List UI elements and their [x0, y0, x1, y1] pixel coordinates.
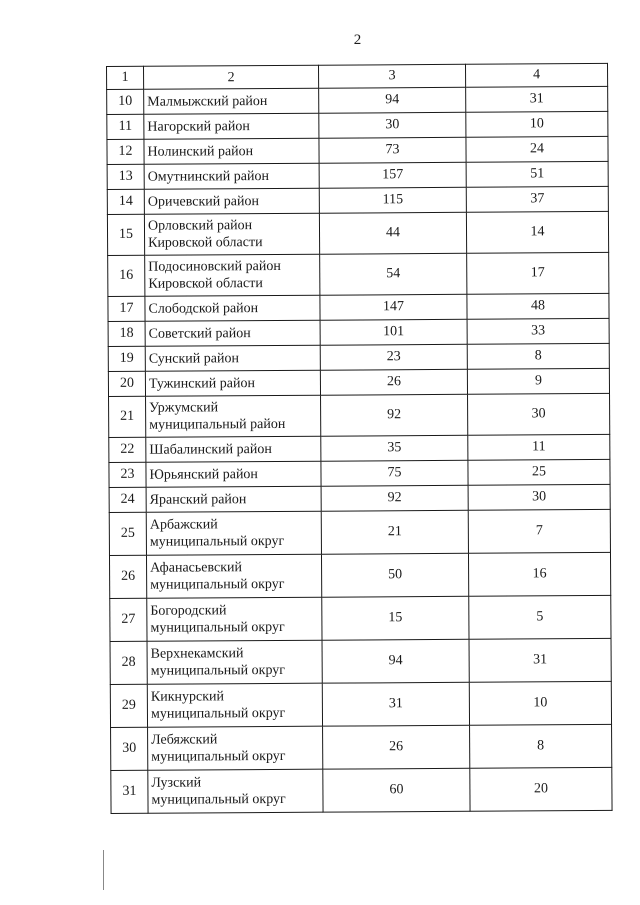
district-name: Арбажский муниципальный округ: [146, 511, 321, 555]
table-row: [109, 393, 610, 437]
table-row: [107, 211, 608, 255]
value-col-3: 26: [323, 725, 470, 769]
table-row: [109, 509, 610, 555]
value-col-3: 60: [323, 768, 470, 812]
row-number: 25: [109, 512, 146, 555]
row-number: 11: [107, 114, 144, 139]
district-name: Тужинский район: [145, 370, 320, 396]
row-number: 17: [108, 296, 145, 321]
value-col-4: 51: [466, 161, 608, 187]
value-col-4: 10: [466, 111, 608, 137]
value-col-3: 73: [319, 137, 466, 163]
value-col-3: 101: [320, 319, 467, 345]
row-number: 13: [107, 164, 144, 189]
value-col-4: 10: [469, 681, 611, 725]
table-body: [107, 63, 613, 813]
value-col-3: 50: [321, 553, 468, 597]
row-number: 21: [109, 396, 146, 437]
table-row: [108, 318, 609, 346]
table-row: [108, 293, 609, 321]
table-row: [109, 459, 610, 487]
value-col-3: 157: [319, 162, 466, 188]
value-col-4: 5: [469, 595, 611, 639]
value-col-3: 115: [319, 187, 466, 213]
table-row: [111, 767, 612, 813]
district-name: Нолинский район: [144, 138, 319, 164]
value-col-4: 16: [468, 552, 610, 596]
row-number: 16: [108, 255, 145, 296]
value-col-4: 8: [470, 724, 612, 768]
district-name: Кикнурский муниципальный округ: [147, 683, 322, 727]
row-number: 15: [107, 214, 144, 255]
value-col-3: 75: [321, 460, 468, 486]
table-header-row: [107, 63, 608, 89]
table-row: [110, 681, 611, 727]
value-col-3: 94: [322, 639, 469, 683]
table-row: [109, 484, 610, 512]
header-col-1: 1: [107, 66, 144, 89]
table-row: [109, 434, 610, 462]
value-col-3: 147: [320, 294, 467, 320]
table-row: [107, 111, 608, 139]
district-name: Яранский район: [146, 486, 321, 512]
district-name: Богородский муниципальный округ: [147, 597, 322, 641]
table-row: [107, 86, 608, 114]
value-col-4: 33: [467, 318, 609, 344]
district-name: Шабалинский район: [146, 436, 321, 462]
header-col-4: 4: [465, 63, 607, 87]
row-number: 18: [108, 321, 145, 346]
row-number: 20: [108, 371, 145, 396]
row-number: 19: [108, 346, 145, 371]
district-name: Малмыжский район: [144, 88, 319, 114]
district-name: Советский район: [145, 320, 320, 346]
table-row: [107, 186, 608, 214]
value-col-3: 92: [321, 485, 468, 511]
value-col-4: 24: [466, 136, 608, 162]
district-name: Подосиновский район Кировской области: [145, 254, 320, 296]
table-row: [108, 343, 609, 371]
row-number: 14: [107, 189, 144, 214]
value-col-4: 31: [469, 638, 611, 682]
district-name: Оричевский район: [144, 188, 319, 214]
value-col-4: 8: [467, 343, 609, 369]
row-number: 12: [107, 139, 144, 164]
district-name: Юрьянский район: [146, 461, 321, 487]
value-col-3: 31: [322, 682, 469, 726]
value-col-4: 17: [467, 252, 609, 294]
value-col-3: 30: [319, 112, 466, 138]
value-col-4: 11: [468, 434, 610, 460]
row-number: 28: [110, 641, 147, 684]
value-col-4: 20: [470, 767, 612, 811]
value-col-4: 48: [467, 293, 609, 319]
district-name: Афанасьевский муниципальный округ: [146, 554, 321, 598]
margin-line: [103, 850, 104, 890]
district-name: Орловский район Кировской области: [144, 213, 319, 255]
district-name: Слободской район: [145, 295, 320, 321]
table-row: [110, 595, 611, 641]
header-col-3: 3: [318, 64, 465, 88]
value-col-3: 92: [321, 394, 468, 436]
table-row: [107, 136, 608, 164]
row-number: 29: [110, 684, 147, 727]
row-number: 22: [109, 437, 146, 462]
value-col-3: 44: [319, 212, 466, 254]
district-table-wrapper: [106, 63, 613, 814]
table-row: [111, 724, 612, 770]
page-number: 2: [353, 32, 362, 48]
row-number: 27: [110, 598, 147, 641]
district-name: Лебяжский муниципальный округ: [148, 726, 323, 770]
value-col-3: 23: [320, 344, 467, 370]
value-col-4: 31: [466, 86, 608, 112]
value-col-4: 9: [467, 368, 609, 394]
value-col-4: 25: [468, 459, 610, 485]
district-name: Сунский район: [145, 345, 320, 371]
district-table: [106, 63, 613, 814]
table-row: [110, 638, 611, 684]
value-col-4: 37: [466, 186, 608, 212]
row-number: 31: [111, 770, 148, 813]
header-col-2: 2: [144, 65, 319, 89]
value-col-3: 21: [321, 510, 468, 554]
district-name: Лузский муниципальный округ: [148, 769, 323, 813]
value-col-4: 30: [468, 393, 610, 435]
value-col-3: 94: [319, 87, 466, 113]
value-col-3: 35: [321, 435, 468, 461]
district-name: Нагорский район: [144, 113, 319, 139]
table-row: [107, 161, 608, 189]
district-name: Уржумский муниципальный район: [146, 395, 321, 437]
row-number: 24: [109, 487, 146, 512]
value-col-4: 7: [468, 509, 610, 553]
row-number: 23: [109, 462, 146, 487]
value-col-3: 54: [320, 253, 467, 295]
district-name: Омутнинский район: [144, 163, 319, 189]
table-row: [109, 552, 610, 598]
row-number: 10: [107, 89, 144, 114]
district-name: Верхнекамский муниципальный округ: [147, 640, 322, 684]
value-col-3: 15: [322, 596, 469, 640]
value-col-4: 30: [468, 484, 610, 510]
table-row: [108, 252, 609, 296]
value-col-3: 26: [320, 369, 467, 395]
row-number: 30: [111, 727, 148, 770]
table-row: [108, 368, 609, 396]
row-number: 26: [109, 555, 146, 598]
value-col-4: 14: [466, 211, 608, 253]
